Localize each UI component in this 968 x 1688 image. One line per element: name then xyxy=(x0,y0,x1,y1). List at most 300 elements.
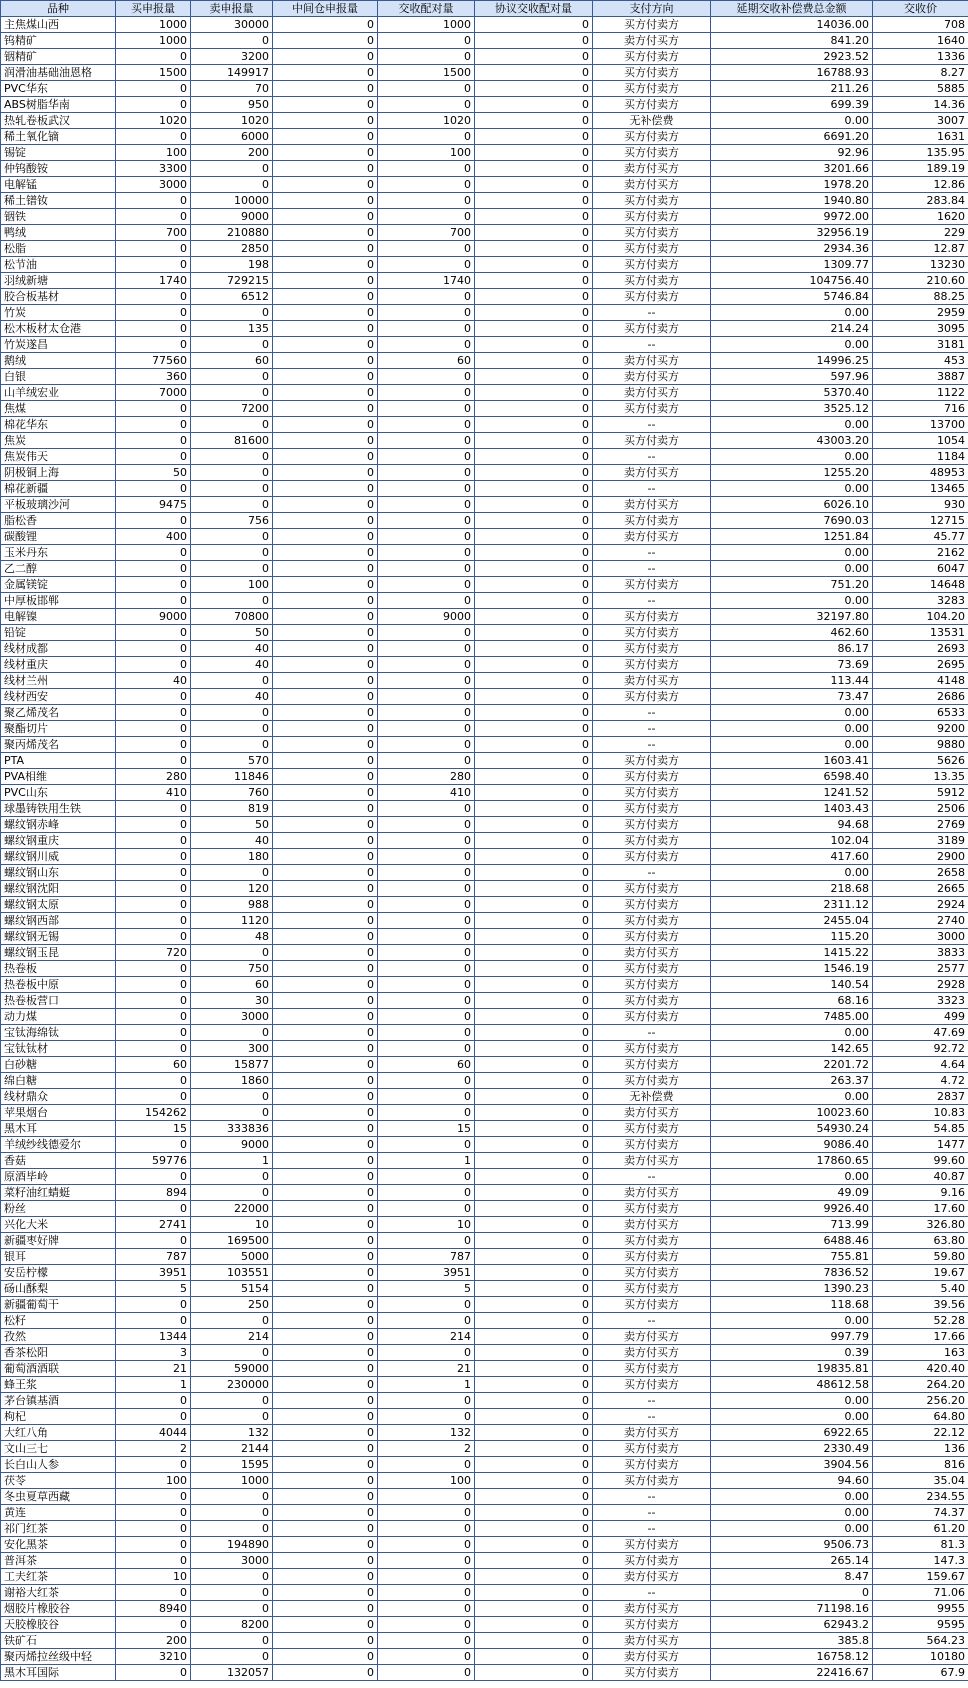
table-row xyxy=(1,1265,968,1281)
sell-qty-cell: 6000 xyxy=(191,129,273,145)
delivery-price-cell: 1620 xyxy=(873,209,968,225)
matched-qty-cell: 0 xyxy=(378,1457,475,1473)
table-row xyxy=(1,161,968,177)
table-row xyxy=(1,1473,968,1489)
middle-warehouse-qty-cell: 0 xyxy=(273,929,378,945)
agreement-matched-qty-cell: 0 xyxy=(475,1553,593,1569)
buy-qty-cell: 0 xyxy=(116,1313,191,1329)
table-row xyxy=(1,1201,968,1217)
delivery-price-cell: 2900 xyxy=(873,849,968,865)
compensation-total-cell: 0.00 xyxy=(711,1489,873,1505)
matched-qty-cell: 0 xyxy=(378,257,475,273)
variety-cell: 鸭绒 xyxy=(1,225,116,241)
delivery-price-cell: 1477 xyxy=(873,1137,968,1153)
variety-cell: 螺纹钢川威 xyxy=(1,849,116,865)
delivery-price-cell: 13230 xyxy=(873,257,968,273)
delivery-price-cell: 3833 xyxy=(873,945,968,961)
agreement-matched-qty-cell: 0 xyxy=(475,449,593,465)
agreement-matched-qty-cell: 0 xyxy=(475,289,593,305)
matched-qty-cell: 9000 xyxy=(378,609,475,625)
payment-direction-cell: 买方付卖方 xyxy=(593,625,711,641)
buy-qty-cell: 3 xyxy=(116,1345,191,1361)
payment-direction-cell: 卖方付买方 xyxy=(593,945,711,961)
middle-warehouse-qty-cell: 0 xyxy=(273,129,378,145)
delivery-price-cell: 48953 xyxy=(873,465,968,481)
variety-cell: 宝钛海绵钛 xyxy=(1,1025,116,1041)
buy-qty-cell: 0 xyxy=(116,97,191,113)
table-row xyxy=(1,1633,968,1649)
buy-qty-cell: 0 xyxy=(116,833,191,849)
middle-warehouse-qty-cell: 0 xyxy=(273,481,378,497)
matched-qty-cell: 0 xyxy=(378,1569,475,1585)
middle-warehouse-qty-cell: 0 xyxy=(273,497,378,513)
middle-warehouse-qty-cell: 0 xyxy=(273,1313,378,1329)
middle-warehouse-qty-cell: 0 xyxy=(273,1649,378,1665)
buy-qty-cell: 410 xyxy=(116,785,191,801)
sell-qty-cell: 750 xyxy=(191,961,273,977)
agreement-matched-qty-cell: 0 xyxy=(475,961,593,977)
middle-warehouse-qty-cell: 0 xyxy=(273,1009,378,1025)
buy-qty-cell: 0 xyxy=(116,753,191,769)
agreement-matched-qty-cell: 0 xyxy=(475,1297,593,1313)
matched-qty-cell: 0 xyxy=(378,641,475,657)
payment-direction-cell: -- xyxy=(593,1489,711,1505)
compensation-total-cell: 7485.00 xyxy=(711,1009,873,1025)
buy-qty-cell: 60 xyxy=(116,1057,191,1073)
middle-warehouse-qty-cell: 0 xyxy=(273,1137,378,1153)
variety-cell: 线材成都 xyxy=(1,641,116,657)
buy-qty-cell: 0 xyxy=(116,1089,191,1105)
variety-cell: 线材西安 xyxy=(1,689,116,705)
sell-qty-cell: 0 xyxy=(191,593,273,609)
middle-warehouse-qty-cell: 0 xyxy=(273,961,378,977)
matched-qty-cell: 2 xyxy=(378,1441,475,1457)
matched-qty-cell: 0 xyxy=(378,1521,475,1537)
compensation-total-cell: 3525.12 xyxy=(711,401,873,417)
compensation-total-cell: 94.60 xyxy=(711,1473,873,1489)
sell-qty-cell: 1860 xyxy=(191,1073,273,1089)
variety-cell: 螺纹钢赤峰 xyxy=(1,817,116,833)
variety-cell: 祁门红茶 xyxy=(1,1521,116,1537)
matched-qty-cell: 0 xyxy=(378,689,475,705)
variety-cell: 聚乙烯茂名 xyxy=(1,705,116,721)
buy-qty-cell: 5 xyxy=(116,1281,191,1297)
delivery-price-cell: 2506 xyxy=(873,801,968,817)
payment-direction-cell: -- xyxy=(593,1521,711,1537)
payment-direction-cell: 卖方付买方 xyxy=(593,497,711,513)
payment-direction-cell: 卖方付买方 xyxy=(593,177,711,193)
payment-direction-cell: -- xyxy=(593,721,711,737)
buy-qty-cell: 0 xyxy=(116,337,191,353)
payment-direction-cell: 买方付卖方 xyxy=(593,1665,711,1681)
header-variety: 品种 xyxy=(1,1,116,17)
middle-warehouse-qty-cell: 0 xyxy=(273,1585,378,1601)
variety-cell: 稀土镨钕 xyxy=(1,193,116,209)
sell-qty-cell: 0 xyxy=(191,369,273,385)
delivery-price-cell: 12.86 xyxy=(873,177,968,193)
variety-cell: 阴极铜上海 xyxy=(1,465,116,481)
buy-qty-cell: 10 xyxy=(116,1569,191,1585)
table-row xyxy=(1,1169,968,1185)
buy-qty-cell: 0 xyxy=(116,1233,191,1249)
delivery-price-cell: 5885 xyxy=(873,81,968,97)
sell-qty-cell: 819 xyxy=(191,801,273,817)
variety-cell: 热卷板营口 xyxy=(1,993,116,1009)
matched-qty-cell: 0 xyxy=(378,945,475,961)
table-row xyxy=(1,561,968,577)
agreement-matched-qty-cell: 0 xyxy=(475,977,593,993)
agreement-matched-qty-cell: 0 xyxy=(475,945,593,961)
table-row xyxy=(1,1329,968,1345)
variety-cell: 主焦煤山西 xyxy=(1,17,116,33)
sell-qty-cell: 0 xyxy=(191,1025,273,1041)
middle-warehouse-qty-cell: 0 xyxy=(273,257,378,273)
middle-warehouse-qty-cell: 0 xyxy=(273,225,378,241)
agreement-matched-qty-cell: 0 xyxy=(475,305,593,321)
compensation-total-cell: 94.68 xyxy=(711,817,873,833)
middle-warehouse-qty-cell: 0 xyxy=(273,1281,378,1297)
payment-direction-cell: -- xyxy=(593,481,711,497)
matched-qty-cell: 0 xyxy=(378,465,475,481)
table-row xyxy=(1,865,968,881)
table-row xyxy=(1,753,968,769)
compensation-total-cell: 49.09 xyxy=(711,1185,873,1201)
compensation-total-cell: 16758.12 xyxy=(711,1649,873,1665)
buy-qty-cell: 0 xyxy=(116,193,191,209)
payment-direction-cell: 买方付卖方 xyxy=(593,657,711,673)
matched-qty-cell: 0 xyxy=(378,977,475,993)
sell-qty-cell: 11846 xyxy=(191,769,273,785)
matched-qty-cell: 0 xyxy=(378,1345,475,1361)
matched-qty-cell: 0 xyxy=(378,897,475,913)
buy-qty-cell: 4044 xyxy=(116,1425,191,1441)
table-row xyxy=(1,1073,968,1089)
middle-warehouse-qty-cell: 0 xyxy=(273,1105,378,1121)
payment-direction-cell: -- xyxy=(593,1585,711,1601)
matched-qty-cell: 0 xyxy=(378,33,475,49)
compensation-total-cell: 73.69 xyxy=(711,657,873,673)
delivery-price-cell: 3189 xyxy=(873,833,968,849)
table-row xyxy=(1,593,968,609)
payment-direction-cell: 卖方付买方 xyxy=(593,1345,711,1361)
table-row xyxy=(1,1457,968,1473)
compensation-total-cell: 32956.19 xyxy=(711,225,873,241)
agreement-matched-qty-cell: 0 xyxy=(475,1425,593,1441)
delivery-price-cell: 135.95 xyxy=(873,145,968,161)
payment-direction-cell: 买方付卖方 xyxy=(593,1297,711,1313)
sell-qty-cell: 120 xyxy=(191,881,273,897)
variety-cell: 铁矿石 xyxy=(1,1633,116,1649)
payment-direction-cell: 买方付卖方 xyxy=(593,1249,711,1265)
compensation-total-cell: 7690.03 xyxy=(711,513,873,529)
middle-warehouse-qty-cell: 0 xyxy=(273,833,378,849)
delivery-price-cell: 420.40 xyxy=(873,1361,968,1377)
variety-cell: 银耳 xyxy=(1,1249,116,1265)
delivery-price-cell: 264.20 xyxy=(873,1377,968,1393)
buy-qty-cell: 1000 xyxy=(116,17,191,33)
compensation-total-cell: 0.00 xyxy=(711,449,873,465)
variety-cell: 棉花华东 xyxy=(1,417,116,433)
matched-qty-cell: 0 xyxy=(378,449,475,465)
sell-qty-cell: 0 xyxy=(191,1089,273,1105)
delivery-price-cell: 99.60 xyxy=(873,1153,968,1169)
compensation-total-cell: 6922.65 xyxy=(711,1425,873,1441)
middle-warehouse-qty-cell: 0 xyxy=(273,881,378,897)
matched-qty-cell: 0 xyxy=(378,401,475,417)
table-row xyxy=(1,129,968,145)
variety-cell: 铟精矿 xyxy=(1,49,116,65)
agreement-matched-qty-cell: 0 xyxy=(475,769,593,785)
variety-cell: 天胶橡胶谷 xyxy=(1,1617,116,1633)
buy-qty-cell: 3300 xyxy=(116,161,191,177)
agreement-matched-qty-cell: 0 xyxy=(475,1617,593,1633)
agreement-matched-qty-cell: 0 xyxy=(475,1233,593,1249)
sell-qty-cell: 5154 xyxy=(191,1281,273,1297)
buy-qty-cell: 0 xyxy=(116,577,191,593)
delivery-price-cell: 67.9 xyxy=(873,1665,968,1681)
variety-cell: 宝钛钛材 xyxy=(1,1041,116,1057)
agreement-matched-qty-cell: 0 xyxy=(475,1489,593,1505)
agreement-matched-qty-cell: 0 xyxy=(475,1345,593,1361)
buy-qty-cell: 0 xyxy=(116,257,191,273)
agreement-matched-qty-cell: 0 xyxy=(475,1089,593,1105)
table-row xyxy=(1,817,968,833)
agreement-matched-qty-cell: 0 xyxy=(475,17,593,33)
agreement-matched-qty-cell: 0 xyxy=(475,49,593,65)
delivery-price-cell: 283.84 xyxy=(873,193,968,209)
variety-cell: 钨精矿 xyxy=(1,33,116,49)
header-middle-warehouse-qty: 中间仓申报量 xyxy=(273,1,378,17)
compensation-total-cell: 214.24 xyxy=(711,321,873,337)
matched-qty-cell: 100 xyxy=(378,1473,475,1489)
compensation-total-cell: 113.44 xyxy=(711,673,873,689)
buy-qty-cell: 0 xyxy=(116,993,191,1009)
middle-warehouse-qty-cell: 0 xyxy=(273,1489,378,1505)
table-row xyxy=(1,609,968,625)
variety-cell: 热卷板 xyxy=(1,961,116,977)
compensation-total-cell: 2201.72 xyxy=(711,1057,873,1073)
table-row xyxy=(1,1089,968,1105)
agreement-matched-qty-cell: 0 xyxy=(475,833,593,849)
buy-qty-cell: 360 xyxy=(116,369,191,385)
matched-qty-cell: 410 xyxy=(378,785,475,801)
payment-direction-cell: -- xyxy=(593,1169,711,1185)
agreement-matched-qty-cell: 0 xyxy=(475,1505,593,1521)
delivery-price-cell: 4.64 xyxy=(873,1057,968,1073)
payment-direction-cell: 买方付卖方 xyxy=(593,145,711,161)
table-row xyxy=(1,1553,968,1569)
payment-direction-cell: 买方付卖方 xyxy=(593,689,711,705)
matched-qty-cell: 0 xyxy=(378,833,475,849)
compensation-total-cell: 211.26 xyxy=(711,81,873,97)
middle-warehouse-qty-cell: 0 xyxy=(273,385,378,401)
matched-qty-cell: 0 xyxy=(378,993,475,1009)
delivery-price-cell: 499 xyxy=(873,1009,968,1025)
payment-direction-cell: 卖方付买方 xyxy=(593,385,711,401)
compensation-total-cell: 118.68 xyxy=(711,1297,873,1313)
delivery-price-cell: 229 xyxy=(873,225,968,241)
compensation-total-cell: 0.00 xyxy=(711,481,873,497)
payment-direction-cell: 买方付卖方 xyxy=(593,1441,711,1457)
middle-warehouse-qty-cell: 0 xyxy=(273,33,378,49)
sell-qty-cell: 756 xyxy=(191,513,273,529)
compensation-total-cell: 140.54 xyxy=(711,977,873,993)
sell-qty-cell: 1 xyxy=(191,1153,273,1169)
matched-qty-cell: 0 xyxy=(378,1041,475,1057)
compensation-total-cell: 841.20 xyxy=(711,33,873,49)
compensation-total-cell: 5746.84 xyxy=(711,289,873,305)
sell-qty-cell: 81600 xyxy=(191,433,273,449)
agreement-matched-qty-cell: 0 xyxy=(475,129,593,145)
compensation-total-cell: 751.20 xyxy=(711,577,873,593)
agreement-matched-qty-cell: 0 xyxy=(475,993,593,1009)
agreement-matched-qty-cell: 0 xyxy=(475,641,593,657)
compensation-total-cell: 0.00 xyxy=(711,545,873,561)
buy-qty-cell: 0 xyxy=(116,849,191,865)
sell-qty-cell: 0 xyxy=(191,497,273,513)
middle-warehouse-qty-cell: 0 xyxy=(273,49,378,65)
variety-cell: 平板玻璃沙河 xyxy=(1,497,116,513)
header-sell-qty: 卖申报量 xyxy=(191,1,273,17)
table-row xyxy=(1,929,968,945)
payment-direction-cell: 卖方付买方 xyxy=(593,33,711,49)
payment-direction-cell: -- xyxy=(593,705,711,721)
buy-qty-cell: 0 xyxy=(116,1409,191,1425)
delivery-price-cell: 256.20 xyxy=(873,1393,968,1409)
payment-direction-cell: -- xyxy=(593,1313,711,1329)
payment-direction-cell: 买方付卖方 xyxy=(593,1617,711,1633)
matched-qty-cell: 0 xyxy=(378,1601,475,1617)
payment-direction-cell: 买方付卖方 xyxy=(593,961,711,977)
buy-qty-cell: 0 xyxy=(116,561,191,577)
sell-qty-cell: 6512 xyxy=(191,289,273,305)
payment-direction-cell: 卖方付买方 xyxy=(593,529,711,545)
buy-qty-cell: 100 xyxy=(116,1473,191,1489)
compensation-total-cell: 1415.22 xyxy=(711,945,873,961)
sell-qty-cell: 0 xyxy=(191,1505,273,1521)
agreement-matched-qty-cell: 0 xyxy=(475,225,593,241)
buy-qty-cell: 154262 xyxy=(116,1105,191,1121)
table-row xyxy=(1,1649,968,1665)
compensation-total-cell: 73.47 xyxy=(711,689,873,705)
matched-qty-cell: 0 xyxy=(378,625,475,641)
payment-direction-cell: 买方付卖方 xyxy=(593,801,711,817)
matched-qty-cell: 1000 xyxy=(378,17,475,33)
variety-cell: 锡锭 xyxy=(1,145,116,161)
compensation-total-cell: 6598.40 xyxy=(711,769,873,785)
middle-warehouse-qty-cell: 0 xyxy=(273,689,378,705)
buy-qty-cell: 0 xyxy=(116,1521,191,1537)
buy-qty-cell: 0 xyxy=(116,449,191,465)
variety-cell: 工夫红茶 xyxy=(1,1569,116,1585)
table-row xyxy=(1,1297,968,1313)
buy-qty-cell: 0 xyxy=(116,433,191,449)
agreement-matched-qty-cell: 0 xyxy=(475,737,593,753)
payment-direction-cell: -- xyxy=(593,1505,711,1521)
matched-qty-cell: 0 xyxy=(378,849,475,865)
middle-warehouse-qty-cell: 0 xyxy=(273,1025,378,1041)
variety-cell: 热轧卷板武汉 xyxy=(1,113,116,129)
delivery-price-cell: 3095 xyxy=(873,321,968,337)
compensation-total-cell: 1546.19 xyxy=(711,961,873,977)
sell-qty-cell: 0 xyxy=(191,1521,273,1537)
compensation-total-cell: 0.00 xyxy=(711,1169,873,1185)
payment-direction-cell: 买方付卖方 xyxy=(593,977,711,993)
middle-warehouse-qty-cell: 0 xyxy=(273,337,378,353)
compensation-total-cell: 3904.56 xyxy=(711,1457,873,1473)
variety-cell: 安化黑茶 xyxy=(1,1537,116,1553)
agreement-matched-qty-cell: 0 xyxy=(475,161,593,177)
compensation-total-cell: 2455.04 xyxy=(711,913,873,929)
compensation-total-cell: 32197.80 xyxy=(711,609,873,625)
agreement-matched-qty-cell: 0 xyxy=(475,721,593,737)
middle-warehouse-qty-cell: 0 xyxy=(273,737,378,753)
payment-direction-cell: 买方付卖方 xyxy=(593,401,711,417)
middle-warehouse-qty-cell: 0 xyxy=(273,1329,378,1345)
middle-warehouse-qty-cell: 0 xyxy=(273,1425,378,1441)
matched-qty-cell: 1020 xyxy=(378,113,475,129)
header-matched-qty: 交收配对量 xyxy=(378,1,475,17)
compensation-total-cell: 9086.40 xyxy=(711,1137,873,1153)
compensation-total-cell: 71198.16 xyxy=(711,1601,873,1617)
delivery-price-cell: 1184 xyxy=(873,449,968,465)
middle-warehouse-qty-cell: 0 xyxy=(273,17,378,33)
payment-direction-cell: -- xyxy=(593,1025,711,1041)
agreement-matched-qty-cell: 0 xyxy=(475,145,593,161)
matched-qty-cell: 0 xyxy=(378,673,475,689)
sell-qty-cell: 40 xyxy=(191,689,273,705)
compensation-total-cell: 43003.20 xyxy=(711,433,873,449)
buy-qty-cell: 59776 xyxy=(116,1153,191,1169)
agreement-matched-qty-cell: 0 xyxy=(475,273,593,289)
matched-qty-cell: 0 xyxy=(378,801,475,817)
agreement-matched-qty-cell: 0 xyxy=(475,593,593,609)
table-row xyxy=(1,1537,968,1553)
variety-cell: 乙二醇 xyxy=(1,561,116,577)
agreement-matched-qty-cell: 0 xyxy=(475,849,593,865)
table-row xyxy=(1,641,968,657)
sell-qty-cell: 40 xyxy=(191,641,273,657)
header-agreement-matched-qty: 协议交收配对量 xyxy=(475,1,593,17)
table-row xyxy=(1,1601,968,1617)
delivery-price-cell: 10180 xyxy=(873,1649,968,1665)
variety-cell: 菜籽油红蜻蜓 xyxy=(1,1185,116,1201)
delivery-price-cell: 2928 xyxy=(873,977,968,993)
payment-direction-cell: 买方付卖方 xyxy=(593,1201,711,1217)
middle-warehouse-qty-cell: 0 xyxy=(273,785,378,801)
sell-qty-cell: 40 xyxy=(191,657,273,673)
table-row xyxy=(1,801,968,817)
middle-warehouse-qty-cell: 0 xyxy=(273,1361,378,1377)
buy-qty-cell: 0 xyxy=(116,1025,191,1041)
delivery-price-cell: 234.55 xyxy=(873,1489,968,1505)
matched-qty-cell: 60 xyxy=(378,353,475,369)
matched-qty-cell: 0 xyxy=(378,1233,475,1249)
sell-qty-cell: 60 xyxy=(191,353,273,369)
matched-qty-cell: 0 xyxy=(378,913,475,929)
buy-qty-cell: 0 xyxy=(116,961,191,977)
table-row xyxy=(1,529,968,545)
buy-qty-cell: 700 xyxy=(116,225,191,241)
sell-qty-cell: 200 xyxy=(191,145,273,161)
sell-qty-cell: 3200 xyxy=(191,49,273,65)
middle-warehouse-qty-cell: 0 xyxy=(273,1265,378,1281)
payment-direction-cell: 买方付卖方 xyxy=(593,289,711,305)
table-row xyxy=(1,33,968,49)
buy-qty-cell: 0 xyxy=(116,129,191,145)
agreement-matched-qty-cell: 0 xyxy=(475,1537,593,1553)
agreement-matched-qty-cell: 0 xyxy=(475,497,593,513)
